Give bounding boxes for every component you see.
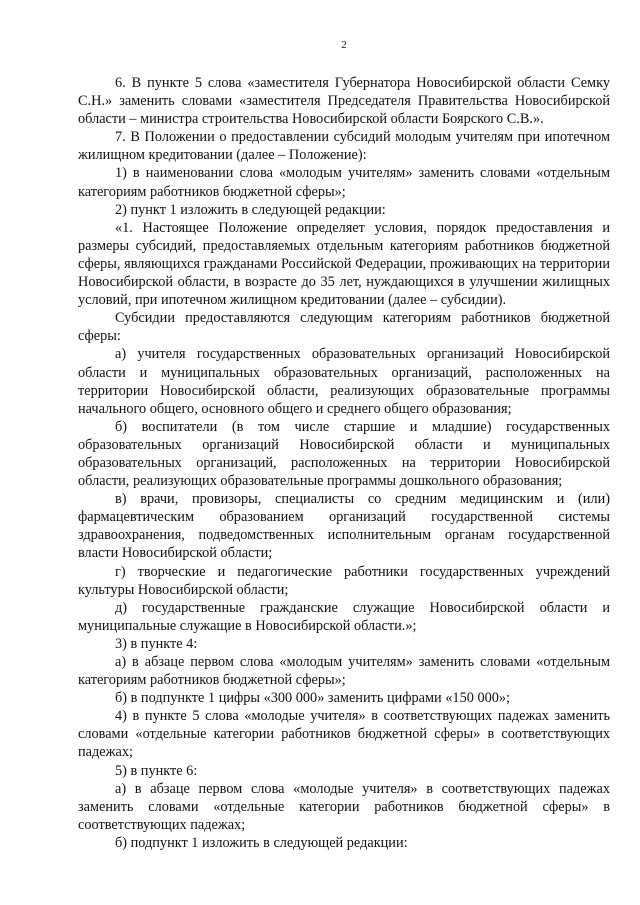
- paragraph-quoted-point-1: «1. Настоящее Положение определяет условия, порядок предоставления и размеры субсидий, предоставляемых отдельным категориям работников бюджетной сферы, являющихся гражданами Российской Федерации, проживающих на территории Новосибирской области, в возрасте до 35 лет, нуждающихся в улучшении жилищных условий, при ипотечном жилищном кредитовании (далее – субсидии).: [78, 219, 610, 309]
- paragraph-category-a: а) учителя государственных образовательных организаций Новосибирской области и муниципальных образовательных организаций, расположенных на территории Новосибирской области, реализующих образовательные программы начального общего, основного общего и среднего общего образования;: [78, 346, 610, 417]
- paragraph-categories-intro: Субсидии предоставляются следующим категориям работников бюджетной сферы:: [78, 310, 610, 345]
- paragraph-category-v: в) врачи, провизоры, специалисты со средним медицинским и (или) фармацевтическим образованием организаций государственной системы здравоохранения, подведомственных исполнительным органам государственной власти Новосибирской области;: [78, 491, 610, 562]
- paragraph-subitem-3b: б) в подпункте 1 цифры «300 000» заменить цифрами «150 000»;: [115, 690, 511, 707]
- paragraph-subitem-2: 2) пункт 1 изложить в следующей редакции:: [115, 201, 386, 218]
- paragraph-category-g: г) творческие и педагогические работники государственных учреждений культуры Новосибирской области;: [78, 563, 610, 598]
- paragraph-subitem-1: 1) в наименовании слова «молодым учителям» заменить словами «отдельным категориям работников бюджетной сферы»;: [78, 165, 610, 200]
- paragraph-subitem-5b: б) подпункт 1 изложить в следующей редакции:: [115, 834, 408, 851]
- paragraph-category-d: д) государственные гражданские служащие Новосибирской области и муниципальные служащие в Новосибирской области.»;: [78, 599, 610, 634]
- page-number: 2: [341, 39, 347, 51]
- paragraph-category-b: б) воспитатели (в том числе старшие и младшие) государственных образовательных организаций Новосибирской области и муниципальных образовательных организаций, расположенных на территории Новосибирской области, реализующих образовательные программы дошкольного образования;: [78, 418, 610, 490]
- paragraph-subitem-3: 3) в пункте 4:: [115, 635, 198, 652]
- paragraph-subitem-4: 4) в пункте 5 слова «молодые учителя» в соответствующих падежах заменить словами «отдельные категории работников бюджетной сферы» в соответствующих падежах;: [78, 708, 610, 761]
- paragraph-subitem-5a: а) в абзаце первом слова «молодые учителя» в соответствующих падежах заменить словами «отдельные категории работников бюджетной сферы» в соответствующих падежах;: [78, 780, 610, 833]
- paragraph-item-6: 6. В пункте 5 слова «заместителя Губернатора Новосибирской области Семку С.Н.» заменить словами «заместителя Председателя Правительства Новосибирской области – министра строительства Новосибирской области Боярского С.В.».: [78, 75, 610, 128]
- paragraph-subitem-5: 5) в пункте 6:: [115, 762, 198, 779]
- paragraph-subitem-3a: а) в абзаце первом слова «молодым учителям» заменить словами «отдельным категориям работников бюджетной сферы»;: [78, 654, 610, 689]
- paragraph-item-7: 7. В Положении о предоставлении субсидий молодым учителям при ипотечном жилищном кредитовании (далее – Положение):: [78, 129, 610, 164]
